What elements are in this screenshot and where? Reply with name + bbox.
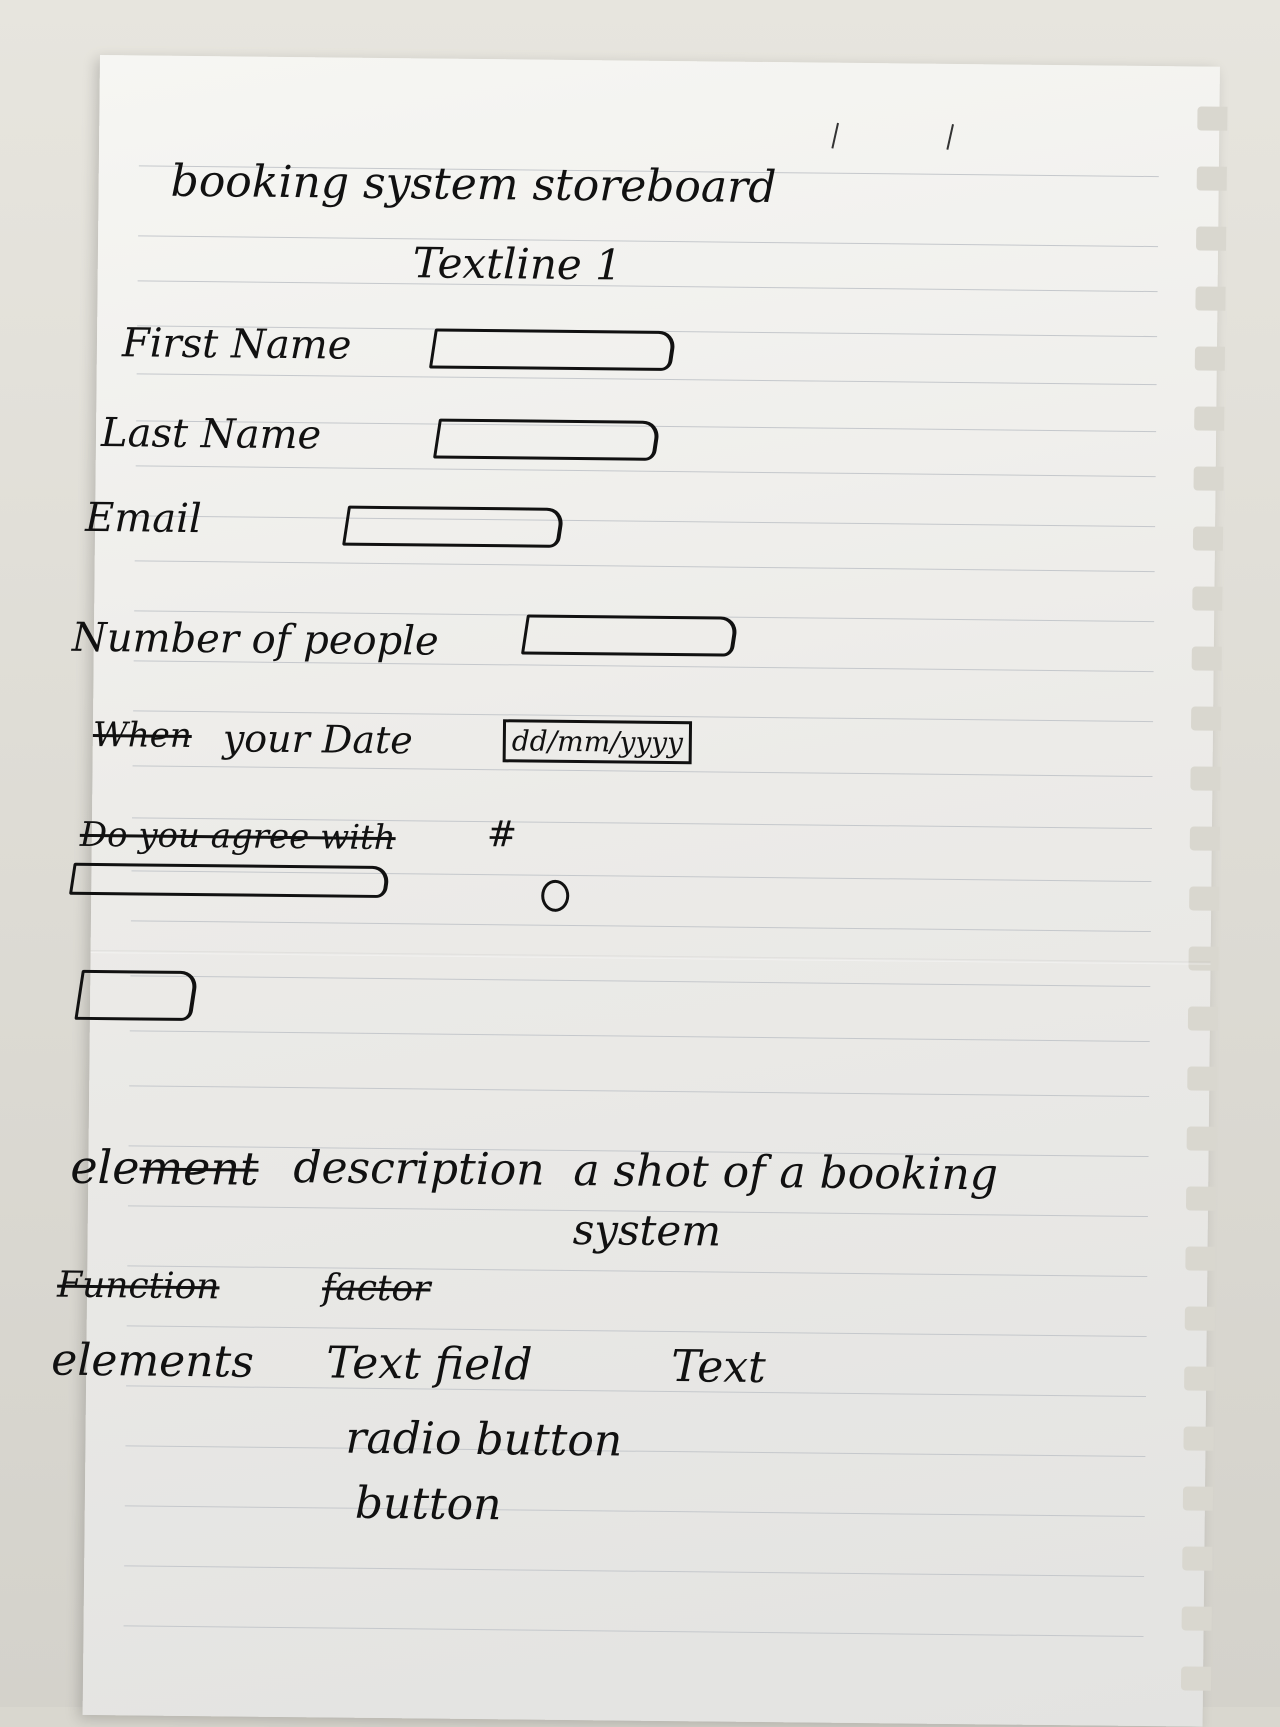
date-input[interactable]: dd/mm/yyyy [503,719,693,764]
ruled-line [138,280,1158,292]
element-item: button [354,1477,502,1531]
ruled-line [125,1445,1145,1457]
page-subtitle: Textline 1 [412,238,623,290]
ruled-line [124,1625,1144,1637]
description-label: description [293,1142,545,1196]
date-label: your Date [222,716,414,763]
ruled-line [125,1505,1145,1517]
ruled-line [138,235,1158,247]
last-name-input[interactable] [433,419,661,461]
first-name-input[interactable] [429,329,677,371]
ruled-line [137,373,1157,385]
element-item: Text field [326,1337,533,1391]
ruled-line [130,1030,1150,1042]
ruled-line [129,1085,1149,1097]
ruled-line [127,1265,1147,1277]
number-of-people-input[interactable] [521,615,739,657]
struck-function-label: Function [56,1264,220,1308]
ruled-line [124,1565,1144,1577]
element-prefix: ele [70,1139,140,1195]
ruled-line [135,515,1155,527]
struck-when-label: When [92,714,192,756]
email-input[interactable] [342,506,565,548]
first-name-label: First Name [121,320,352,369]
submit-button[interactable] [74,970,199,1021]
ruled-line [133,765,1153,777]
ruled-line [135,560,1155,572]
notebook-page [51,55,1220,1727]
pen-tick-mark [946,124,954,150]
hash-mark: # [486,814,518,856]
struck-agree-label: Do you agree with [79,814,396,859]
element-item: Text [671,1341,767,1394]
ruled-line [127,1325,1147,1337]
paper-fold-crease [91,950,1211,965]
agree-text-field[interactable] [69,863,391,898]
struck-element-suffix: ment [139,1140,259,1196]
ruled-line [130,975,1150,987]
email-label: Email [84,494,202,543]
description-text: a shot of a booking [573,1145,999,1201]
ruled-line [131,920,1151,932]
ruled-line [126,1385,1146,1397]
elements-label: elements [51,1334,255,1388]
last-name-label: Last Name [100,410,322,459]
page-title: booking system storeboard [170,155,777,214]
number-of-people-label: Number of people [71,614,439,665]
struck-factor-label: factor [321,1267,431,1310]
radio-button[interactable] [541,880,569,912]
pen-tick-mark [831,123,839,149]
description-text-cont: system [572,1205,722,1256]
ruled-line [136,465,1156,477]
element-item: radio button [345,1412,623,1467]
